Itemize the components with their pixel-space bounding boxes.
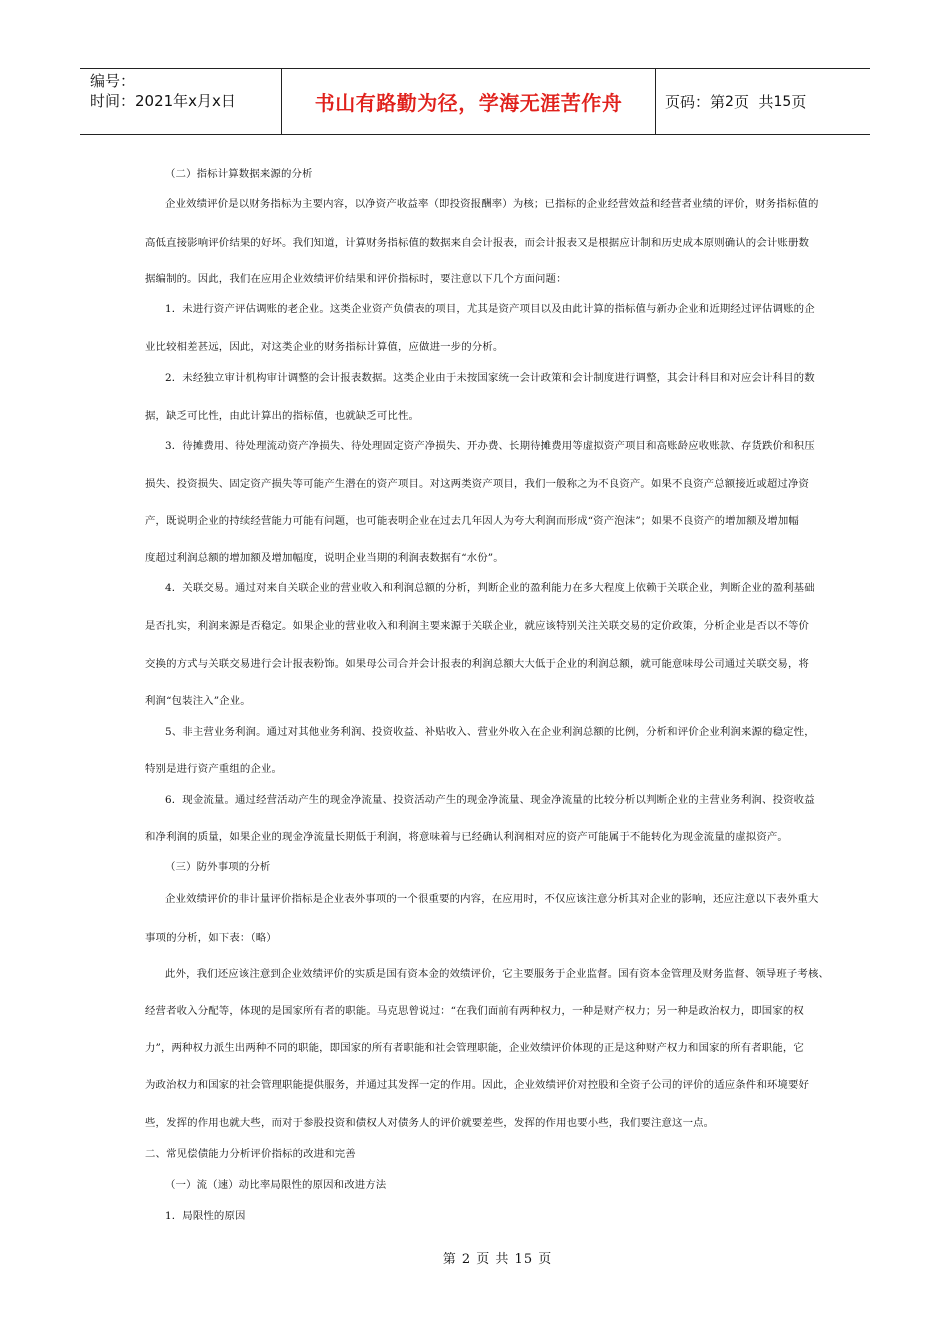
paragraph-line: 度超过利润总额的增加额及增加幅度，说明企业当期的利润表数据有“水份”。 [145, 552, 504, 564]
section-heading: 二、常见偿债能力分析评价指标的改进和完善 [145, 1148, 356, 1160]
list-item-line: 1．未进行资产评估调账的老企业。这类企业资产负债表的项目，尤其是资产项目以及由此计算的指标值与新办企业和近期经过评估调账的企 [165, 303, 815, 315]
paragraph-line: 损失、投资损失、固定资产损失等可能产生潜在的资产项目。对这两类资产项目，我们一般称之为不良资产。如果不良资产总额接近或超过净资 [145, 478, 810, 490]
paragraph-line: 业比较相差甚远，因此，对这类企业的财务指标计算值，应做进一步的分析。 [145, 341, 504, 353]
paragraph-line: 企业效绩评价是以财务指标为主要内容，以净资产收益率（即投资报酬率）为核；已指标的企业经营效益和经营者业绩的评价，财务指标值的 [165, 198, 819, 210]
page-prefix: 页码：第 [665, 93, 726, 111]
paragraph-line: 事项的分析，如下表：（略） [145, 932, 277, 944]
page-mid: 页 共 [733, 93, 774, 111]
page-header [80, 68, 870, 135]
header-motto: 书山有路勤为径，学海无涯苦作舟 [314, 91, 623, 115]
paragraph-line: 和净利润的质量，如果企业的现金净流量长期低于利润，将意味着与已经确认利润相对应的资产可能属于不能转化为现金流量的虚拟资产。 [145, 831, 788, 843]
section-heading: （一）流（速）动比率局限性的原因和改进方法 [165, 1179, 387, 1191]
page-suffix: 页 [791, 93, 807, 111]
list-item-line: 6．现金流量。通过经营活动产生的现金净流量、投资活动产生的现金净流量、现金净流量的比较分析以判断企业的主营业务利润、投资收益 [165, 794, 815, 806]
paragraph-line: 高低直接影响评价结果的好坏。我们知道，计算财务指标值的数据来自会计报表，而会计报表又是根据应计制和历史成本原则确认的会计账册数 [145, 237, 810, 249]
paragraph-line: 据编制的。因此，我们在应用企业效绩评价结果和评价指标时，要注意以下几个方面问题： [145, 273, 567, 285]
paragraph-line: 些，发挥的作用也就大些，而对于参股投资和债权人对债务人的评价就要差些，发挥的作用也要小些，我们要注意这一点。 [145, 1117, 715, 1129]
paragraph-line: 力”，两种权力派生出两种不同的职能，即国家的所有者职能和社会管理职能，企业效绩评价体现的正是这种财产权力和国家的所有者职能，它 [145, 1042, 804, 1054]
paragraph-line: 经营者收入分配等，体现的是国家所有者的职能。马克思曾说过：“在我们面前有两种权力，一种是财产权力；另一种是政治权力，即国家的权 [145, 1005, 804, 1017]
list-item-line: 2．未经独立审计机构审计调整的会计报表数据。这类企业由于未按国家统一会计政策和会计制度进行调整，其会计科目和对应会计科目的数 [165, 372, 815, 384]
paragraph-line: 产，既说明企业的持续经营能力可能有问题，也可能表明企业在过去几年因人为夸大利润而形成“资产泡沫”；如果不良资产的增加额及增加幅 [145, 515, 799, 527]
list-item-line: 3．待摊费用、待处理流动资产净损失、待处理固定资产净损失、开办费、长期待摊费用等虚拟资产项目和高账龄应收账款、存货跌价和积压 [165, 440, 815, 452]
page-current: 2 [725, 93, 734, 110]
list-item-line: 1．局限性的原因 [165, 1210, 246, 1222]
paragraph-line: 特别是进行资产重组的企业。 [145, 763, 283, 775]
serial-number-label: 编号： [90, 72, 136, 90]
paragraph-line: 企业效绩评价的非计量评价指标是企业表外事项的一个很重要的内容，在应用时，不仅应该注意分析其对企业的影响，还应注意以下表外重大 [165, 893, 819, 905]
paragraph-line: 利润“包装注入”企业。 [145, 695, 251, 707]
header-page-info [656, 69, 870, 134]
list-item-line: 4．关联交易。通过对来自关联企业的营业收入和利润总额的分析，判断企业的盈利能力在多大程度上依赖于关联企业，判断企业的盈利基础 [165, 582, 815, 594]
date-label: 时间：2021年x月x日 [90, 92, 236, 110]
section-heading: （二）指标计算数据来源的分析 [165, 168, 313, 180]
list-item-line: 5、非主营业务利润。通过对其他业务利润、投资收益、补贴收入、营业外收入在企业利润总额的比例，分析和评价企业利润来源的稳定性， [165, 726, 815, 738]
page-footer: 第 2 页 共 15 页 [442, 1252, 553, 1267]
header-motto-cell [282, 69, 656, 134]
page-total: 15 [773, 93, 792, 110]
paragraph-line: 据，缺乏可比性，由此计算出的指标值，也就缺乏可比性。 [145, 410, 420, 422]
paragraph-line: 此外，我们还应该注意到企业效绩评价的实质是国有资本金的效绩评价，它主要服务于企业监督。国有资本金管理及财务监督、领导班子考核、 [165, 968, 830, 980]
paragraph-line: 是否扎实，利润来源是否稳定。如果企业的营业收入和利润主要来源于关联企业，就应该特别关注关联交易的定价政策，分析企业是否以不等价 [145, 620, 810, 632]
section-heading: （三）防外事项的分析 [165, 861, 271, 873]
header-meta [80, 69, 282, 134]
paragraph-line: 为政治权力和国家的社会管理职能提供服务，并通过其发挥一定的作用。因此，企业效绩评价对控股和全资子公司的评价的适应条件和环境要好 [145, 1079, 810, 1091]
paragraph-line: 交换的方式与关联交易进行会计报表粉饰。如果母公司合并会计报表的利润总额大大低于企业的利润总额，就可能意味母公司通过关联交易，将 [145, 658, 810, 670]
